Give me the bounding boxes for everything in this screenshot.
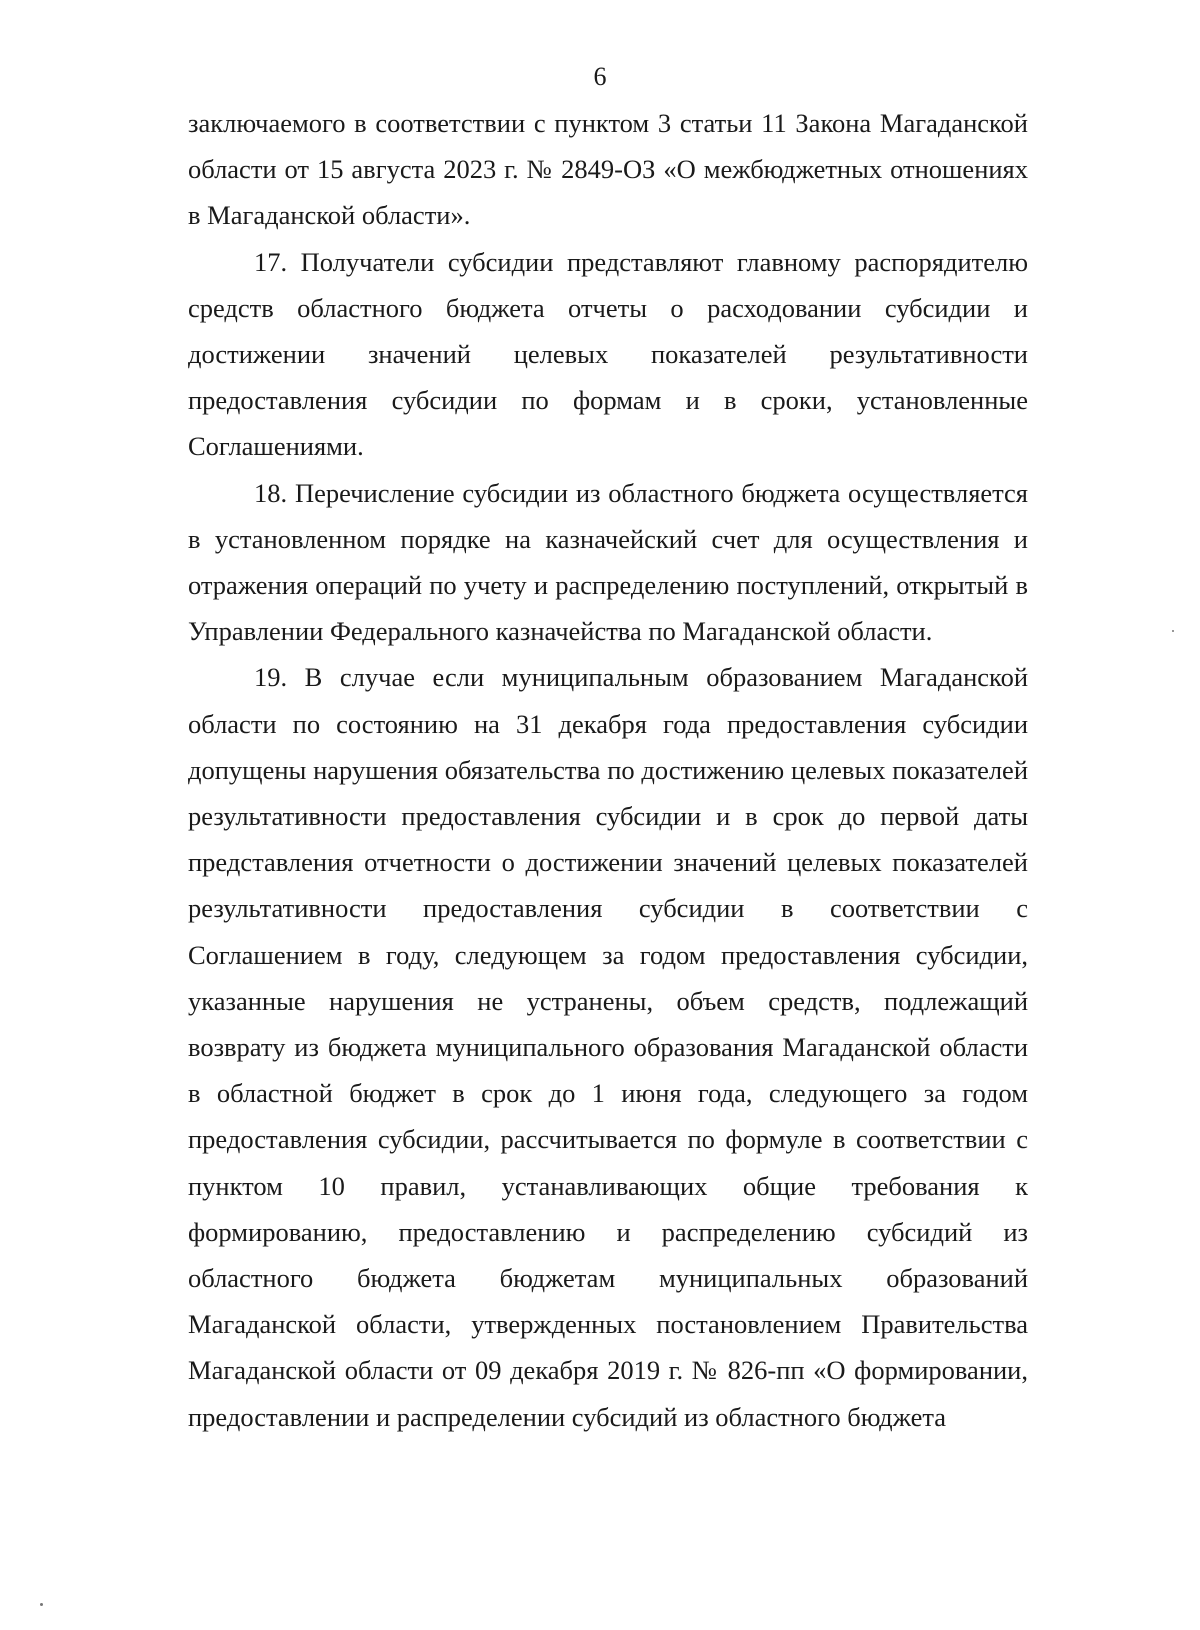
paragraph-continuation: заключаемого в соответствии с пунктом 3 статьи 11 Закона Магаданской области от 15 августа 2023 г. № 2849-ОЗ «О межбюджетных отношениях в Магаданской области». [188,108,1028,231]
document-body [188,100,1028,1440]
paragraph-item-17: 17. Получатели субсидии представляют главному распорядителю средств областного бюджета отчеты о расходовании субсидии и достижении значений целевых показателей результативности предоставления субсидии по формам и в сроки, установленные Соглашениями. [188,246,1028,462]
paragraph-item-18: 18. Перечисление субсидии из областного бюджета осуществляется в установленном порядке на казначейский счет для осуществления и отражения операций по учету и распределению поступлений, открытый в Управлении Федерального казначейства по Магаданской области. [188,477,1028,647]
paragraph-item-19: 19. В случае если муниципальным образованием Магаданской области по состоянию на 31 декабря года предоставления субсидии допущены нарушения обязательства по достижению целевых показателей результативности предоставления субсидии и в срок до первой даты представления отчетности о достижении значений целевых показателей результативности предоставления субсидии в соответствии с Соглашением в году, следующем за годом предоставления субсидии, указанные нарушения не устранены, объем средств, подлежащий возврату из бюджета муниципального образования Магаданской области в областной бюджет в срок до 1 июня года, следующего за годом предоставления субсидии, рассчитывается по формуле в соответствии с пунктом 10 правил, устанавливающих общие требования к формированию, предоставлению и распределению субсидий из областного бюджета бюджетам муниципальных образований Магаданской области, утвержденных постановлением Правительства Магаданской области от 09 декабря 2019 г. № 826-пп «О формировании, предоставлении и распределении субсидий из областного бюджета [188,662,1028,1432]
page-number: 6 [593,62,607,91]
scan-speck [40,1603,43,1606]
scan-speck [1172,630,1174,632]
